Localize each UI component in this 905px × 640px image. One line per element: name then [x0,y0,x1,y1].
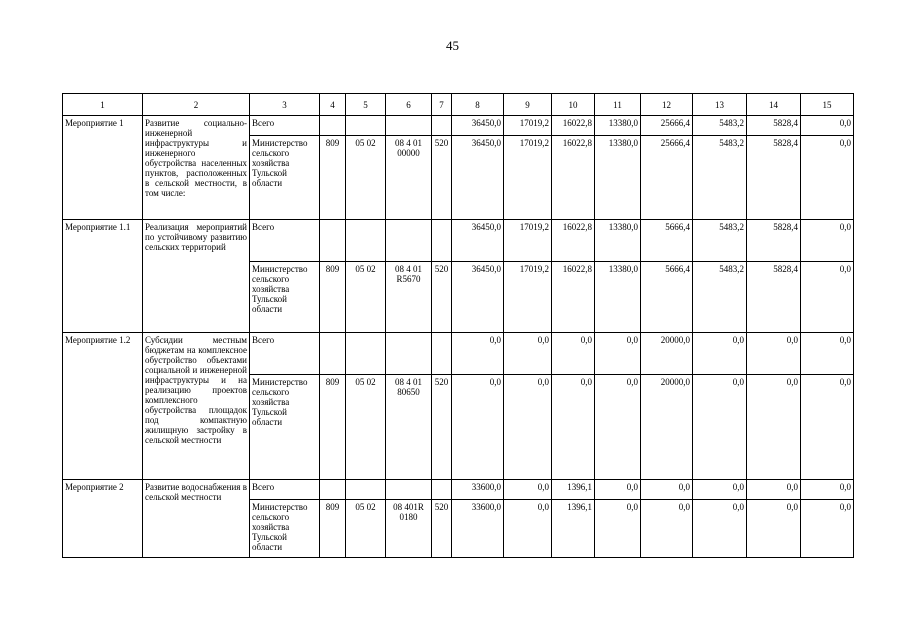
amount-cell: 13380,0 [595,116,641,136]
amount-cell: 0,0 [693,480,747,500]
event-id-cell: Мероприятие 1.2 [63,333,143,480]
header-row [63,94,854,116]
amount-cell: 0,0 [595,333,641,375]
amount-cell: 36450,0 [452,116,504,136]
column-header: 15 [801,94,854,116]
grbs-code-cell [320,480,346,500]
amount-cell: 0,0 [801,500,854,558]
column-header: 4 [320,94,346,116]
amount-cell: 0,0 [693,500,747,558]
column-header: 13 [693,94,747,116]
amount-cell: 5828,4 [747,136,801,220]
section-code-cell: 05 02 [346,375,386,480]
amount-cell: 0,0 [801,136,854,220]
amount-cell: 0,0 [595,500,641,558]
section-code-cell: 05 02 [346,136,386,220]
page-number: 45 [446,38,459,53]
amount-cell: 16022,8 [552,220,595,262]
amount-cell: 36450,0 [452,220,504,262]
event-description-cell: Реализация мероприятий по устойчивому развитию сельских территорий [143,220,250,333]
amount-cell: 20000,0 [641,333,693,375]
amount-cell: 0,0 [452,375,504,480]
section-code-cell: 05 02 [346,262,386,333]
amount-cell: 36450,0 [452,136,504,220]
target-code-cell: 08 4 01 80650 [386,375,432,480]
amount-cell: 0,0 [801,262,854,333]
amount-cell: 17019,2 [504,220,552,262]
amount-cell: 5828,4 [747,116,801,136]
amount-cell: 0,0 [595,480,641,500]
event-id-cell: Мероприятие 1.1 [63,220,143,333]
amount-cell: 5483,2 [693,262,747,333]
amount-cell: 0,0 [747,500,801,558]
amount-cell: 33600,0 [452,500,504,558]
amount-cell: 16022,8 [552,116,595,136]
amount-cell: 25666,4 [641,136,693,220]
amount-cell: 0,0 [747,480,801,500]
amount-cell: 33600,0 [452,480,504,500]
target-code-cell: 08 4 01 00000 [386,136,432,220]
column-header: 1 [63,94,143,116]
column-header: 10 [552,94,595,116]
amount-cell: 0,0 [552,375,595,480]
amount-cell: 0,0 [801,375,854,480]
executor-cell: Всего [250,480,320,500]
expense-type-cell: 520 [432,136,452,220]
budget-table [62,93,854,558]
target-code-cell [386,333,432,375]
target-code-cell [386,116,432,136]
amount-cell: 13380,0 [595,262,641,333]
amount-cell: 1396,1 [552,480,595,500]
amount-cell: 17019,2 [504,136,552,220]
expense-type-cell: 520 [432,500,452,558]
amount-cell: 13380,0 [595,220,641,262]
grbs-code-cell [320,220,346,262]
amount-cell: 0,0 [641,500,693,558]
amount-cell: 0,0 [693,333,747,375]
amount-cell: 5666,4 [641,262,693,333]
target-code-cell [386,220,432,262]
amount-cell: 36450,0 [452,262,504,333]
column-header: 14 [747,94,801,116]
amount-cell: 0,0 [504,375,552,480]
grbs-code-cell: 809 [320,262,346,333]
amount-cell: 0,0 [801,116,854,136]
amount-cell: 5483,2 [693,116,747,136]
table-row [63,220,854,262]
amount-cell: 5828,4 [747,262,801,333]
amount-cell: 5666,4 [641,220,693,262]
target-code-cell: 08 4 01 R5670 [386,262,432,333]
executor-cell: Всего [250,116,320,136]
expense-type-cell: 520 [432,262,452,333]
executor-cell: Министерство сельского хозяйства Тульской области [250,375,320,480]
column-header: 8 [452,94,504,116]
event-description-cell: Субсидии местным бюджетам на комплексное обустройство объектами социальной и инженерной инфраструктуры и на реализацию проектов комплексного обустройства площадок под компактную жилищную застройку в сельской местности [143,333,250,480]
amount-cell: 17019,2 [504,116,552,136]
amount-cell: 5483,2 [693,136,747,220]
amount-cell: 16022,8 [552,262,595,333]
amount-cell: 5483,2 [693,220,747,262]
table-row [63,116,854,136]
amount-cell: 0,0 [452,333,504,375]
amount-cell: 0,0 [595,375,641,480]
executor-cell: Министерство сельского хозяйства Тульской области [250,262,320,333]
column-header: 6 [386,94,432,116]
target-code-cell: 08 401R 0180 [386,500,432,558]
expense-type-cell [432,116,452,136]
executor-cell: Министерство сельского хозяйства Тульской области [250,136,320,220]
table-row [63,333,854,375]
grbs-code-cell: 809 [320,500,346,558]
amount-cell: 0,0 [504,480,552,500]
amount-cell: 0,0 [504,500,552,558]
amount-cell: 16022,8 [552,136,595,220]
expense-type-cell: 520 [432,375,452,480]
section-code-cell [346,480,386,500]
amount-cell: 1396,1 [552,500,595,558]
executor-cell: Всего [250,220,320,262]
amount-cell: 0,0 [801,220,854,262]
grbs-code-cell [320,333,346,375]
column-header: 5 [346,94,386,116]
section-code-cell [346,220,386,262]
executor-cell: Министерство сельского хозяйства Тульской области [250,500,320,558]
column-header: 12 [641,94,693,116]
expense-type-cell [432,333,452,375]
section-code-cell [346,116,386,136]
event-description-cell: Развитие водоснабжения в сельской местности [143,480,250,558]
column-header: 7 [432,94,452,116]
grbs-code-cell [320,116,346,136]
column-header: 9 [504,94,552,116]
grbs-code-cell: 809 [320,375,346,480]
amount-cell: 25666,4 [641,116,693,136]
table-row [63,480,854,500]
amount-cell: 0,0 [504,333,552,375]
amount-cell: 5828,4 [747,220,801,262]
target-code-cell [386,480,432,500]
amount-cell: 17019,2 [504,262,552,333]
event-id-cell: Мероприятие 2 [63,480,143,558]
section-code-cell: 05 02 [346,500,386,558]
executor-cell: Всего [250,333,320,375]
event-description-cell: Развитие социально-инженерной инфраструктуры и инженерного обустройства населенных пунктов, расположенных в сельской местности, в том числе: [143,116,250,220]
expense-type-cell [432,480,452,500]
section-code-cell [346,333,386,375]
column-header: 11 [595,94,641,116]
amount-cell: 0,0 [552,333,595,375]
amount-cell: 0,0 [801,480,854,500]
amount-cell: 20000,0 [641,375,693,480]
amount-cell: 0,0 [801,333,854,375]
grbs-code-cell: 809 [320,136,346,220]
event-id-cell: Мероприятие 1 [63,116,143,220]
amount-cell: 13380,0 [595,136,641,220]
expense-type-cell [432,220,452,262]
amount-cell: 0,0 [641,480,693,500]
amount-cell: 0,0 [693,375,747,480]
amount-cell: 0,0 [747,333,801,375]
column-header: 2 [143,94,250,116]
column-header: 3 [250,94,320,116]
amount-cell: 0,0 [747,375,801,480]
